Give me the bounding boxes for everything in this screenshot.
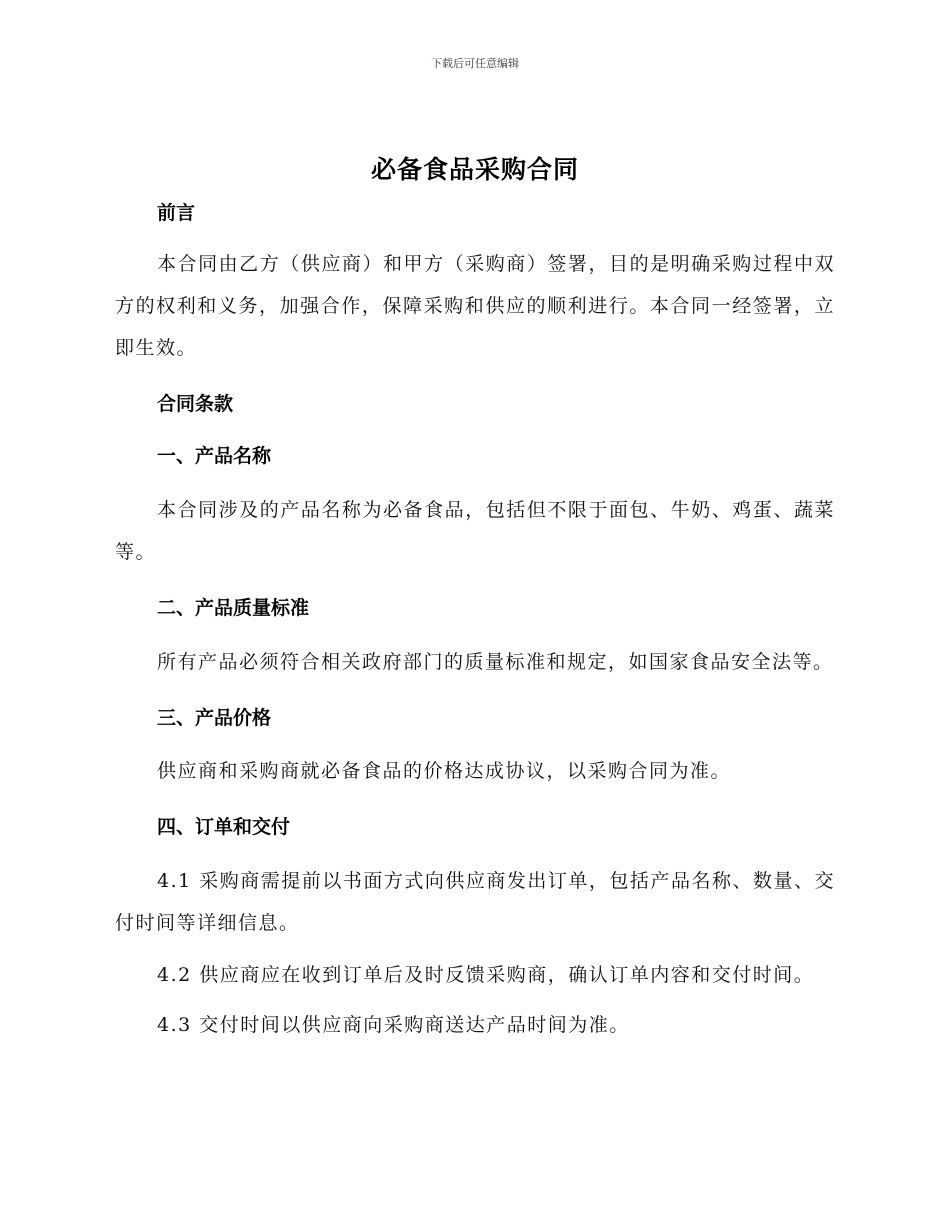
section-1-paragraph: 本合同涉及的产品名称为必备食品，包括但不限于面包、牛奶、鸡蛋、蔬菜等。 — [115, 499, 835, 563]
terms-heading: 合同条款 — [157, 393, 234, 415]
section-4-heading: 四、订单和交付 — [157, 816, 291, 838]
clause-4-1: 4.1 采购商需提前以书面方式向供应商发出订单，包括产品名称、数量、交付时间等详细信息。 — [115, 870, 835, 934]
preface-heading: 前言 — [157, 202, 196, 224]
section-1-heading: 一、产品名称 — [157, 445, 272, 467]
section-3-paragraph: 供应商和采购商就必备食品的价格达成协议，以采购合同为准。 — [157, 760, 732, 782]
clause-4-2: 4.2 供应商应在收到订单后及时反馈采购商，确认订单内容和交付时间。 — [157, 964, 815, 986]
document-title: 必备食品采购合同 — [370, 155, 579, 184]
section-3-heading: 三、产品价格 — [157, 707, 272, 729]
header-note: 下载后可任意编辑 — [431, 57, 519, 70]
document-body — [115, 195, 835, 1046]
preface-paragraph: 本合同由乙方（供应商）和甲方（采购商）签署，目的是明确采购过程中双方的权利和义务，加强合作，保障采购和供应的顺利进行。本合同一经签署，立即生效。 — [115, 253, 835, 359]
section-2-heading: 二、产品质量标准 — [157, 597, 310, 619]
section-2-paragraph: 所有产品必须符合相关政府部门的质量标准和规定，如国家食品安全法等。 — [157, 651, 834, 673]
clause-4-3: 4.3 交付时间以供应商向采购商送达产品时间为准。 — [157, 1014, 630, 1036]
